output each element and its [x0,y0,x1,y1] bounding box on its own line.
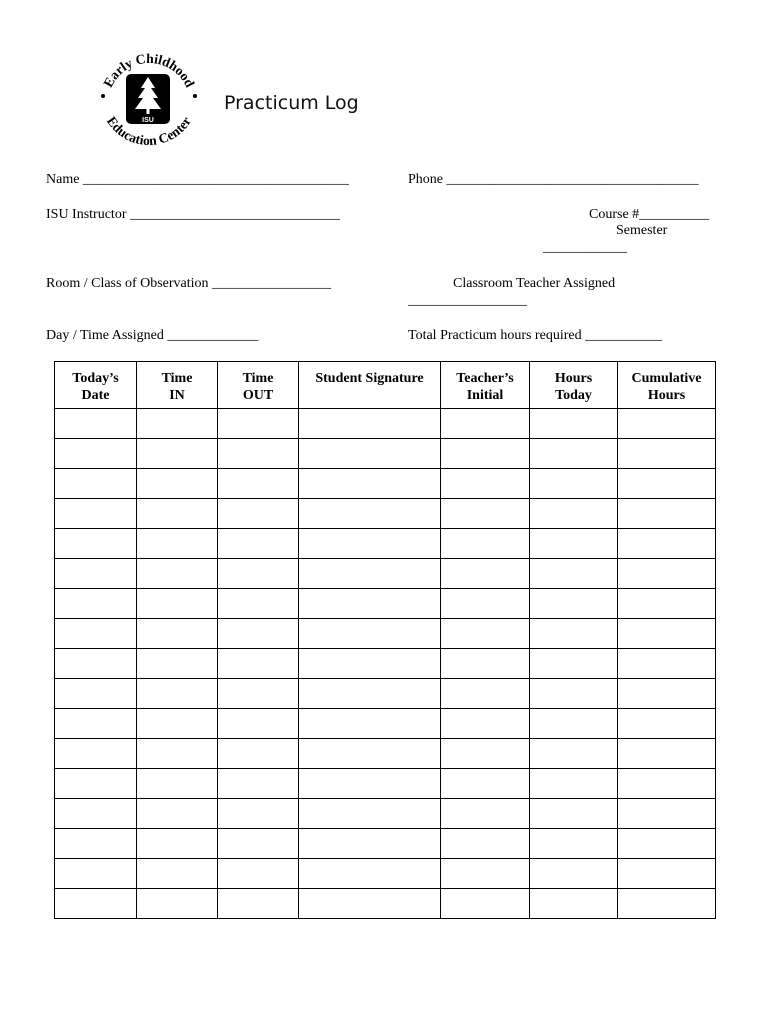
table-cell[interactable] [137,649,218,679]
table-cell[interactable] [299,439,441,469]
table-cell[interactable] [299,859,441,889]
table-cell[interactable] [530,769,618,799]
table-cell[interactable] [218,799,299,829]
table-cell[interactable] [137,859,218,889]
table-cell[interactable] [618,529,716,559]
table-cell[interactable] [137,559,218,589]
table-cell[interactable] [55,799,137,829]
isu-instructor-field[interactable]: ISU Instructor ______________________________ [46,207,340,222]
table-cell[interactable] [441,619,530,649]
table-row [55,469,716,499]
header-time-out: Time OUT [218,362,299,409]
logo-top-text: Early Childhood [100,50,198,90]
table-cell[interactable] [299,829,441,859]
table-cell[interactable] [618,739,716,769]
room-class-field[interactable]: Room / Class of Observation _________________ [46,276,332,291]
page-title: Practicum Log [224,92,359,114]
table-cell[interactable] [218,619,299,649]
table-cell[interactable] [441,679,530,709]
table-cell[interactable] [441,439,530,469]
table-cell[interactable] [218,829,299,859]
header-cumulative-hours: Cumulative Hours [618,362,716,409]
table-cell[interactable] [55,589,137,619]
table-cell[interactable] [137,439,218,469]
logo-bottom-text: Education Center [103,113,195,149]
table-cell[interactable] [55,769,137,799]
table-cell[interactable] [299,559,441,589]
header-teachers-initial: Teacher’s Initial [441,362,530,409]
table-cell[interactable] [55,409,137,439]
table-cell[interactable] [618,499,716,529]
table-cell[interactable] [530,649,618,679]
table-cell[interactable] [55,679,137,709]
table-row [55,769,716,799]
table-row [55,559,716,589]
classroom-teacher-line[interactable]: _________________ [408,293,527,308]
table-cell[interactable] [618,619,716,649]
table-cell[interactable] [55,739,137,769]
table-cell[interactable] [55,529,137,559]
table-cell[interactable] [441,499,530,529]
early-childhood-education-center-logo [86,38,212,164]
table-cell[interactable] [530,409,618,439]
name-field[interactable]: Name ______________________________________ [46,172,349,187]
table-cell[interactable] [137,739,218,769]
header-hours-today: Hours Today [530,362,618,409]
table-cell[interactable] [299,529,441,559]
table-row [55,499,716,529]
table-cell[interactable] [618,559,716,589]
table-cell[interactable] [530,889,618,919]
table-header-row [55,362,716,409]
course-number-field[interactable]: Course #__________ [589,207,710,222]
table-row [55,799,716,829]
table-row [55,709,716,739]
table-cell[interactable] [218,679,299,709]
table-row [55,649,716,679]
table-cell[interactable] [441,709,530,739]
table-cell[interactable] [618,709,716,739]
table-cell[interactable] [618,649,716,679]
logo-center-text: ISU [142,117,154,124]
header-student-signature: Student Signature [299,362,441,409]
table-row [55,619,716,649]
table-cell[interactable] [137,619,218,649]
table-cell[interactable] [441,889,530,919]
table-cell[interactable] [530,709,618,739]
table-cell[interactable] [530,799,618,829]
table-cell[interactable] [530,529,618,559]
table-cell[interactable] [441,529,530,559]
table-cell[interactable] [618,859,716,889]
table-cell[interactable] [218,409,299,439]
semester-line[interactable]: ____________ [543,240,627,255]
table-row [55,829,716,859]
table-cell[interactable] [441,739,530,769]
table-cell[interactable] [55,829,137,859]
table-cell[interactable] [137,469,218,499]
table-cell[interactable] [137,709,218,739]
table-cell[interactable] [530,739,618,769]
table-cell[interactable] [618,439,716,469]
table-cell[interactable] [530,499,618,529]
table-cell[interactable] [55,889,137,919]
table-cell[interactable] [618,589,716,619]
header-time-in: Time IN [137,362,218,409]
table-cell[interactable] [299,709,441,739]
table-cell[interactable] [299,469,441,499]
table-cell[interactable] [618,469,716,499]
table-cell[interactable] [299,769,441,799]
classroom-teacher-label: Classroom Teacher Assigned [453,276,616,291]
table-cell[interactable] [299,799,441,829]
table-cell[interactable] [55,619,137,649]
table-row [55,529,716,559]
table-cell[interactable] [618,799,716,829]
table-cell[interactable] [618,679,716,709]
table-cell[interactable] [137,679,218,709]
table-cell[interactable] [618,409,716,439]
table-cell[interactable] [441,829,530,859]
practicum-log-table [54,361,716,919]
table-cell[interactable] [218,589,299,619]
table-cell[interactable] [618,889,716,919]
table-cell[interactable] [55,859,137,889]
table-cell[interactable] [218,889,299,919]
table-body [55,409,716,919]
table-cell[interactable] [441,589,530,619]
table-cell[interactable] [55,559,137,589]
table-cell[interactable] [218,559,299,589]
table-cell[interactable] [441,649,530,679]
table-cell[interactable] [299,649,441,679]
table-row [55,679,716,709]
table-cell[interactable] [530,589,618,619]
header-todays-date: Today’s Date [55,362,137,409]
table-cell[interactable] [530,469,618,499]
table-cell[interactable] [218,649,299,679]
table-cell[interactable] [441,859,530,889]
day-time-field[interactable]: Day / Time Assigned _____________ [46,328,259,343]
phone-field[interactable]: Phone ____________________________________ [408,172,699,187]
table-cell[interactable] [137,889,218,919]
table-row [55,589,716,619]
table-cell[interactable] [530,829,618,859]
total-hours-field[interactable]: Total Practicum hours required ___________ [408,328,663,343]
table-cell[interactable] [137,589,218,619]
table-cell[interactable] [218,469,299,499]
table-cell[interactable] [137,769,218,799]
table-cell[interactable] [137,829,218,859]
table-cell[interactable] [441,799,530,829]
table-cell[interactable] [137,409,218,439]
table-cell[interactable] [530,619,618,649]
table-cell[interactable] [218,739,299,769]
table-cell[interactable] [218,859,299,889]
table-cell[interactable] [530,559,618,589]
table-cell[interactable] [299,619,441,649]
table-cell[interactable] [218,769,299,799]
table-cell[interactable] [441,409,530,439]
table-cell[interactable] [55,709,137,739]
table-row [55,739,716,769]
table-cell[interactable] [55,439,137,469]
table-cell[interactable] [299,589,441,619]
table-cell[interactable] [441,469,530,499]
table-row [55,889,716,919]
table-cell[interactable] [299,739,441,769]
table-cell[interactable] [218,529,299,559]
table-cell[interactable] [299,409,441,439]
semester-label: Semester [616,223,668,238]
table-row [55,439,716,469]
table-cell[interactable] [218,499,299,529]
table-row [55,859,716,889]
table-cell[interactable] [218,709,299,739]
table-cell[interactable] [530,439,618,469]
table-cell[interactable] [530,679,618,709]
table-cell[interactable] [55,649,137,679]
table-cell[interactable] [55,469,137,499]
table-cell[interactable] [530,859,618,889]
table-cell[interactable] [137,499,218,529]
table-cell[interactable] [55,499,137,529]
table-cell[interactable] [441,559,530,589]
table-cell[interactable] [299,499,441,529]
table-cell[interactable] [137,799,218,829]
table-cell[interactable] [218,439,299,469]
table-cell[interactable] [618,769,716,799]
table-cell[interactable] [137,529,218,559]
table-cell[interactable] [441,769,530,799]
table-row [55,409,716,439]
table-cell[interactable] [299,889,441,919]
table-cell[interactable] [299,679,441,709]
table-cell[interactable] [618,829,716,859]
